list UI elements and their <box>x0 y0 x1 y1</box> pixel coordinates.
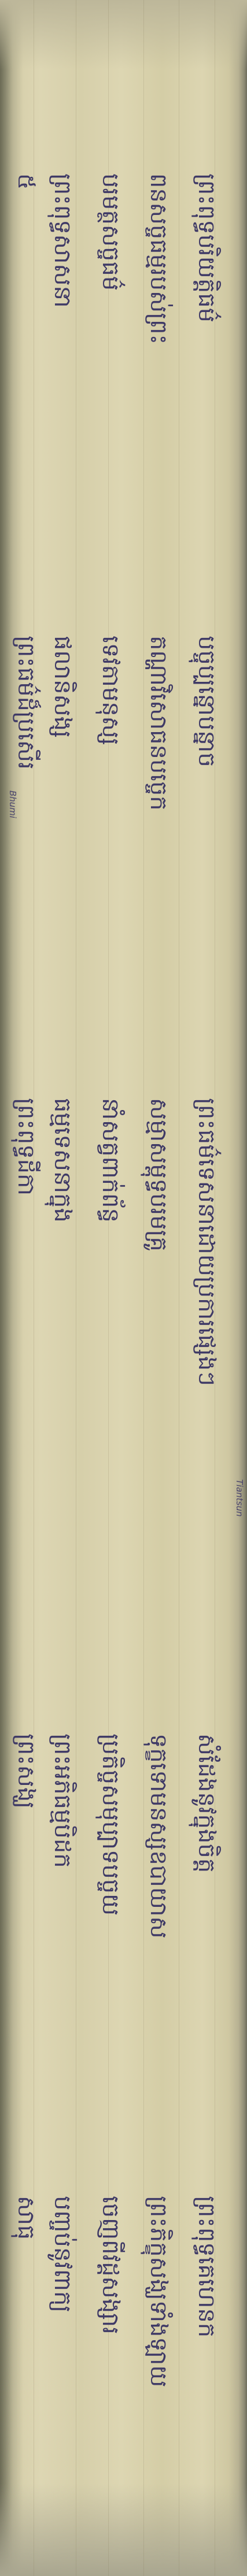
line-segment: ពនសច្ចធម្មរបស់ព្រះ <box>145 173 172 345</box>
line-segment: ៥ <box>13 173 39 190</box>
line-segment: បច្ចុប្បន្នោបន្នាច <box>193 636 220 767</box>
line-segment: ព្រះភិក្ខុសង្ឃទាំងឡាយ <box>145 2196 172 2388</box>
line-segment: តណ្ហាវិសោធនបច្ចេក <box>145 636 172 811</box>
line-segment: ព្រះអភិធម្មបិដក <box>49 1734 76 1868</box>
margin-note: Bhumi <box>8 790 18 819</box>
script-line-2 <box>135 0 182 2576</box>
line-segment: ចេញពីវដ្តសង្សារ <box>97 2196 124 2334</box>
line-segment: ព្រះពុទ្ធដីកា <box>13 1098 39 1196</box>
line-segment: ព្រះពុទ្ធសាសនា <box>49 173 76 308</box>
line-segment: ព្រះពុទ្ធគេហេនក <box>193 2196 220 2338</box>
line-segment: សំដែងនូវក្នុងចិត្ត <box>193 1734 220 1873</box>
margin-note: Tiantsun <box>234 1479 245 1517</box>
line-segment: បញ្ចប់នូវពាក្យ <box>49 2196 76 2313</box>
line-segment: នាំសត្វពាក់ព័ន្ធ <box>97 1098 124 1223</box>
line-segment: សាធុ <box>13 2196 39 2240</box>
line-segment: ប្រតិច្ចសមុប្បាទបច្ចយ <box>97 1734 124 1916</box>
line-segment: ព្រះពុទ្ធបរិយត្តិធម៌ <box>193 173 220 323</box>
line-segment: ព្រះធម៌ដ៏ប្រសើរ <box>13 636 39 770</box>
line-segment: ទុក្ខទោមនស្សឧបាយាស <box>145 1734 172 1939</box>
line-segment: ព្រះសង្ឃ <box>13 1734 39 1809</box>
line-segment: ផលានិសង្ស <box>49 636 76 738</box>
line-segment: បរមត្ថសច្ចធម៌ <box>97 173 124 291</box>
line-segment: ព្រះធម៌ទេសនាដោយប្រការផ្សេងៗ <box>193 1098 220 1386</box>
line-segment: ធម្មទេសនាក្នុង <box>49 1098 76 1223</box>
script-line-5 <box>3 0 49 2576</box>
line-segment: សម្មាសម្ពុទ្ធបរមគ្រូ <box>145 1098 172 1252</box>
line-segment: ទេវតាមនុស្ស <box>97 636 124 745</box>
script-line-3 <box>87 0 134 2576</box>
script-line-1 <box>183 0 230 2576</box>
